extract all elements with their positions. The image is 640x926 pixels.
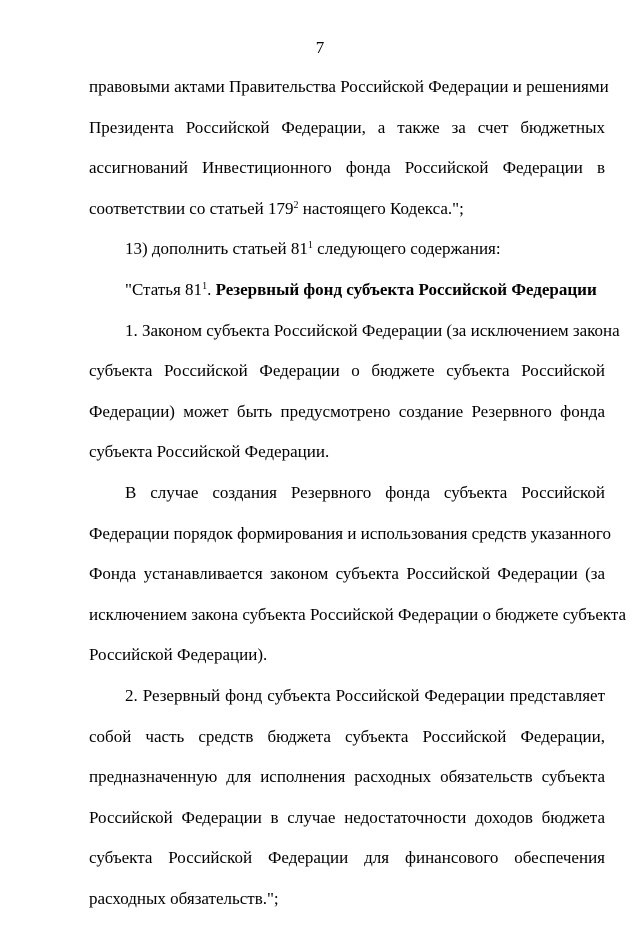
page-number: 7: [315, 38, 325, 57]
text-line: предназначенную для исполнения расходных обязательств субъекта: [89, 767, 605, 787]
text-line: субъекта Российской Федерации.: [89, 442, 330, 462]
superscript: 2: [293, 199, 299, 211]
article-heading: [89, 277, 605, 303]
text-line: Федерации порядок формирования и использования средств указанного: [89, 523, 611, 543]
text-line: расходных обязательств.";: [89, 888, 279, 908]
text-line: [89, 196, 605, 222]
text-span: .: [207, 279, 216, 299]
text-line: 1. Законом субъекта Российской Федерации (за исключением закона: [125, 320, 620, 340]
text-span: следующего содержания:: [312, 239, 501, 259]
text-span: соответствии со статьей 179: [89, 198, 294, 218]
text-line: 2. Резервный фонд субъекта Российской Федерации представляет: [125, 685, 605, 705]
text-span: 13) дополнить статьей 81: [125, 239, 308, 259]
text-line: субъекта Российской Федерации для финансового обеспечения: [89, 848, 605, 868]
text-line: субъекта Российской Федерации о бюджете субъекта Российской: [89, 361, 605, 381]
text-line: Фонда устанавливается законом субъекта Российской Федерации (за: [89, 564, 605, 584]
list-item-13: [89, 236, 605, 262]
superscript: 1: [202, 280, 208, 292]
text-span: "Статья 81: [125, 279, 203, 299]
text-line: В случае создания Резервного фонда субъекта Российской: [125, 482, 605, 502]
text-line: Российской Федерации в случае недостаточности доходов бюджета: [89, 807, 605, 827]
article-title: Резервный фонд субъекта Российской Федерации: [215, 279, 597, 299]
document-body: [89, 74, 627, 926]
text-line: Российской Федерации).: [89, 645, 268, 665]
text-span: настоящего Кодекса.";: [298, 198, 464, 218]
superscript: 1: [307, 240, 313, 252]
text-line: Президента Российской Федерации, а также за счет бюджетных: [89, 117, 605, 137]
text-line: ассигнований Инвестиционного фонда Российской Федерации в: [89, 158, 605, 178]
text-line: Федерации) может быть предусмотрено создание Резервного фонда: [89, 401, 605, 421]
text-line: правовыми актами Правительства Российской Федерации и решениями: [89, 77, 609, 96]
text-line: собой часть средств бюджета субъекта Российской Федерации,: [89, 726, 605, 746]
text-line: исключением закона субъекта Российской Федерации о бюджете субъекта: [89, 604, 627, 624]
